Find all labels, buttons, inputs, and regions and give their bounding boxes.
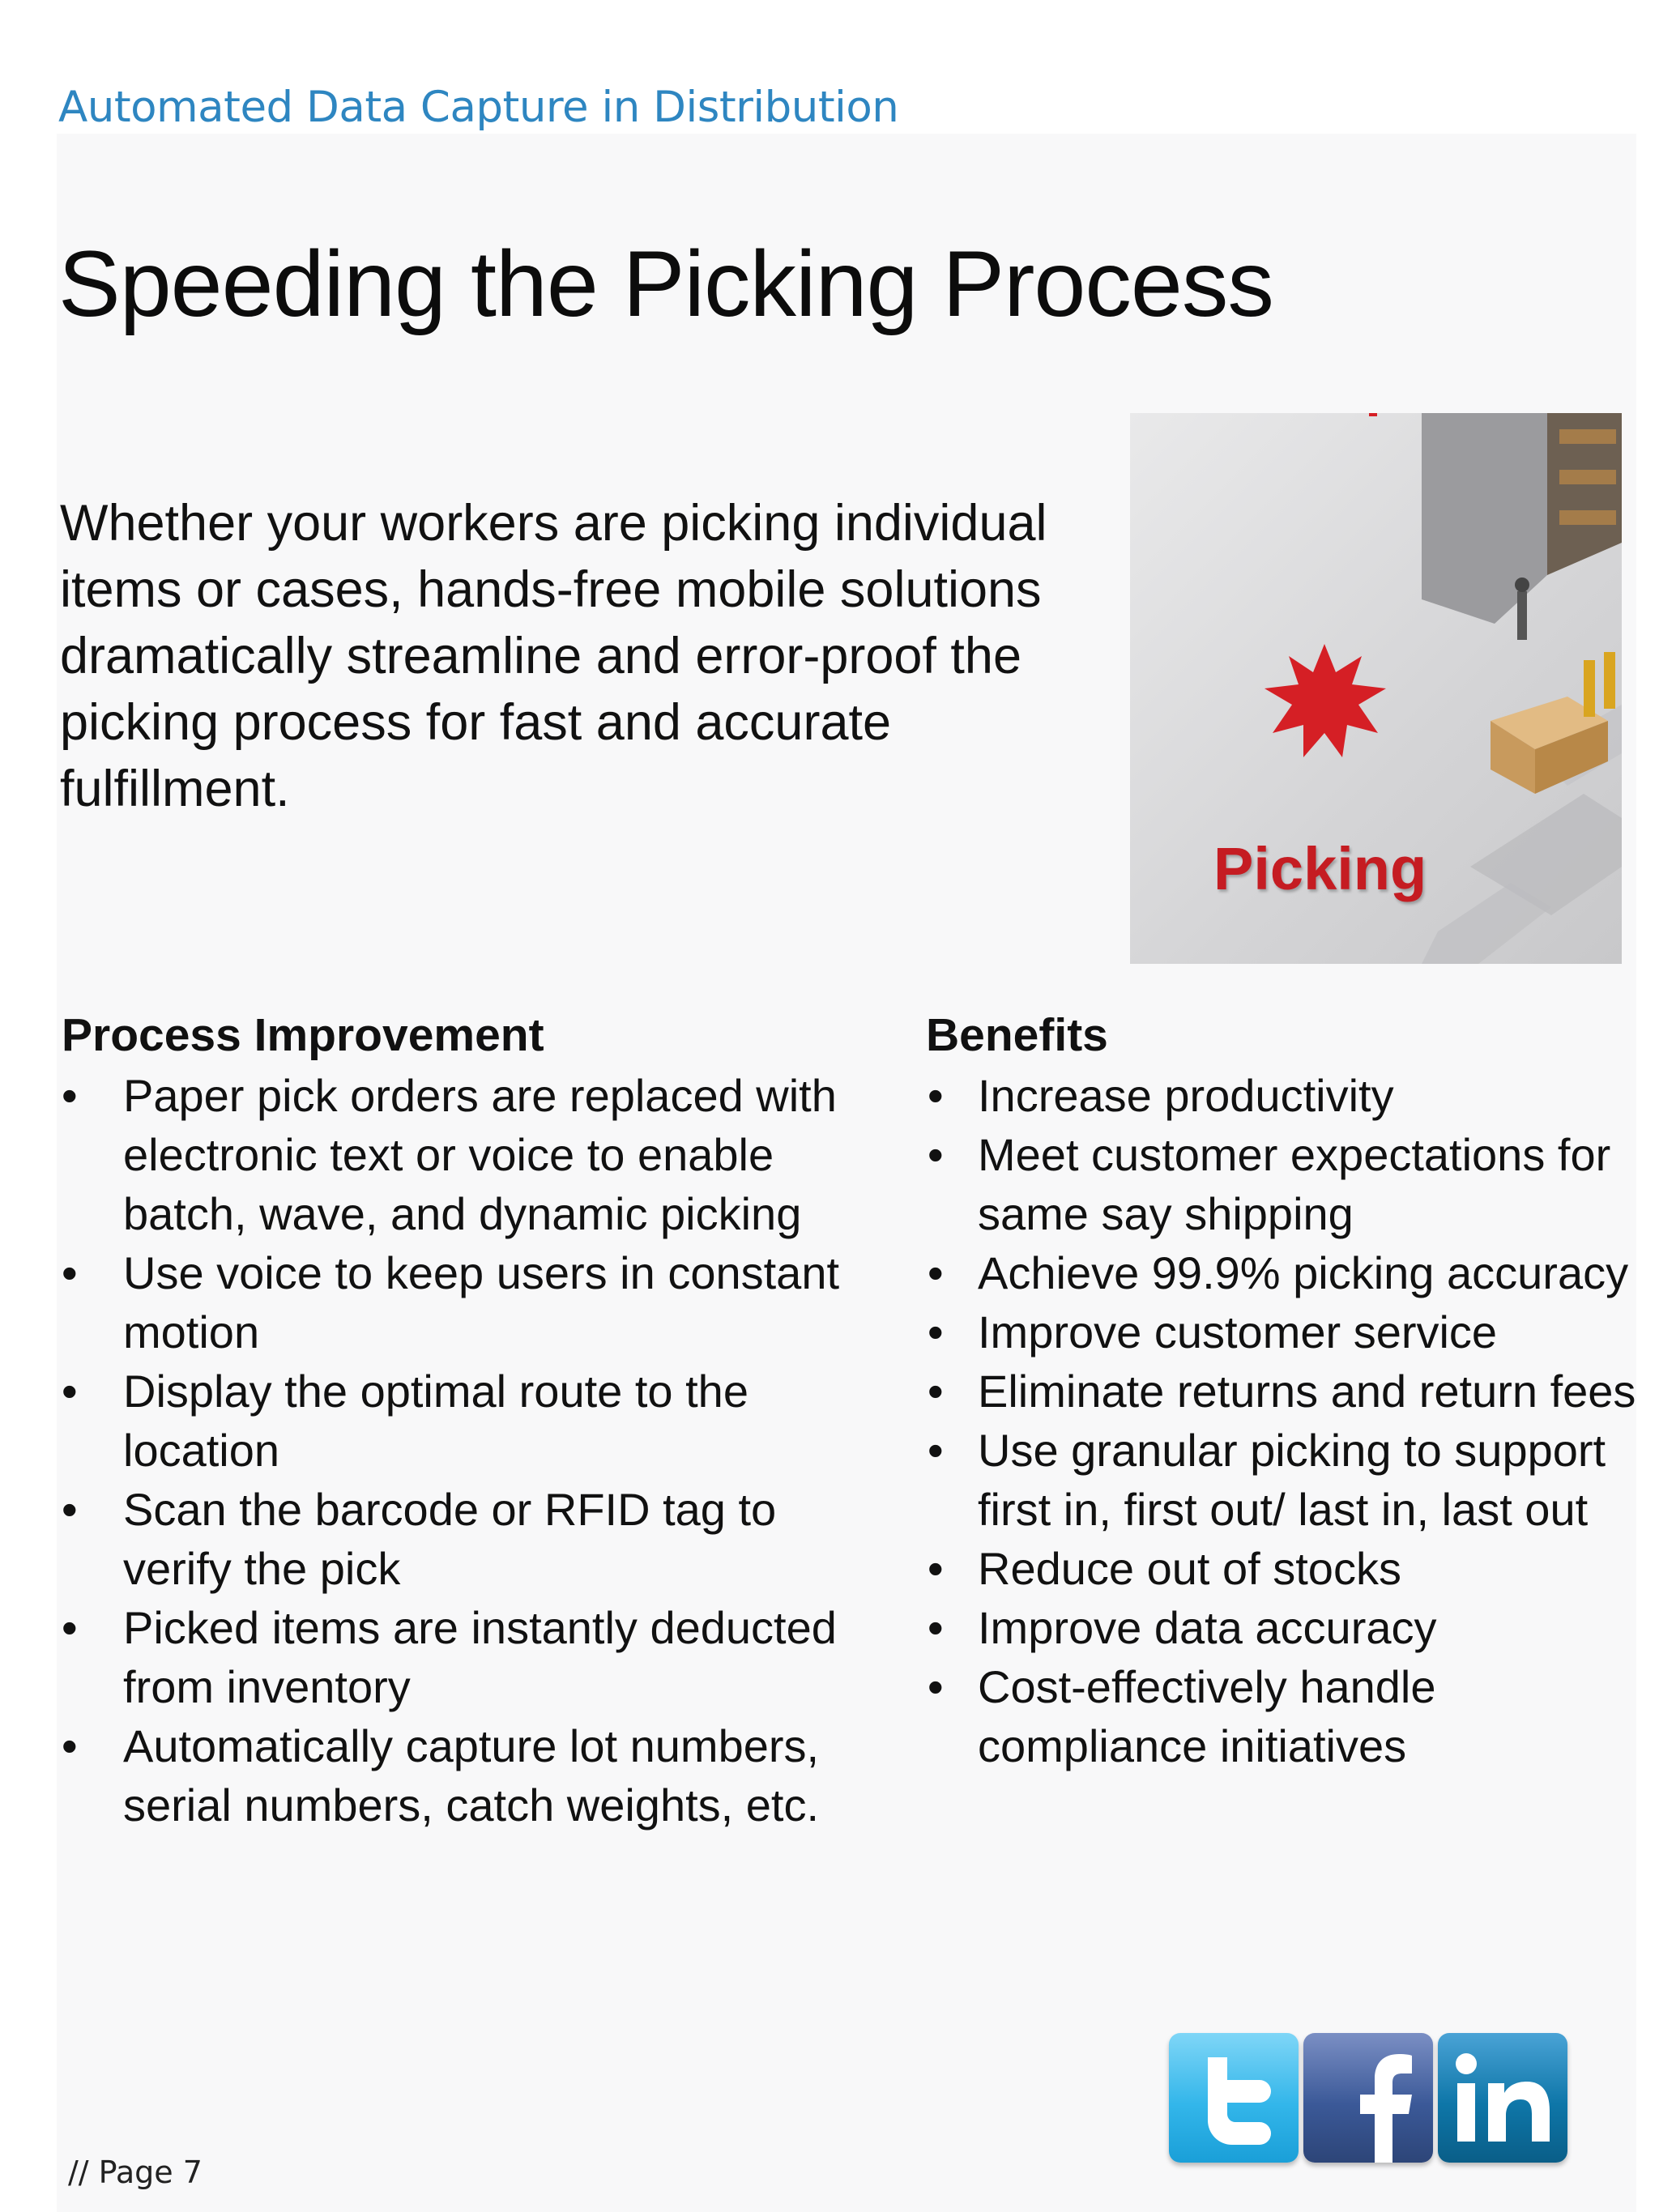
list-item: • Reduce out of stocks	[926, 1539, 1639, 1598]
process-list	[62, 1066, 872, 1835]
linkedin-icon[interactable]	[1438, 2033, 1567, 2163]
facebook-icon[interactable]	[1303, 2033, 1433, 2163]
page-title: Speeding the Picking Process	[58, 232, 1273, 336]
benefits-section	[926, 1004, 1639, 1775]
intro-paragraph: Whether your workers are picking individual items or cases, hands-free mobile solutions dramatically streamline and error-proof the picking process for fast and accurate fulfillment.	[60, 495, 1047, 817]
list-item: • Eliminate returns and return fees	[926, 1362, 1639, 1421]
benefits-heading: Benefits	[926, 1009, 1108, 1061]
benefits-list	[926, 1066, 1639, 1775]
list-item: • Increase productivity	[926, 1066, 1639, 1125]
section-header: Automated Data Capture in Distribution	[58, 83, 899, 132]
list-item: • Meet customer expectations for same say shipping	[926, 1125, 1639, 1243]
starburst-icon	[1265, 644, 1386, 757]
process-heading: Process Improvement	[62, 1009, 544, 1061]
social-links	[1169, 2033, 1567, 2163]
list-item: • Automatically capture lot numbers, serial numbers, catch weights, etc.	[62, 1716, 872, 1835]
process-improvement-section	[62, 1004, 872, 1835]
list-item: • Improve customer service	[926, 1302, 1639, 1362]
page-number: // Page 7	[68, 2154, 203, 2190]
list-item: • Scan the barcode or RFID tag to verify the pick	[62, 1480, 872, 1598]
picking-label: Picking	[1213, 835, 1427, 902]
list-item: • Use granular picking to support first in, first out/ last in, last out	[926, 1421, 1639, 1539]
list-item: • Improve data accuracy	[926, 1598, 1639, 1657]
list-item: • Cost-effectively handle compliance initiatives	[926, 1657, 1639, 1775]
list-item: • Paper pick orders are replaced with electronic text or voice to enable batch, wave, and dynamic picking	[62, 1066, 872, 1243]
list-item: • Achieve 99.9% picking accuracy	[926, 1243, 1639, 1302]
picking-illustration	[1130, 413, 1622, 964]
list-item: • Use voice to keep users in constant motion	[62, 1243, 872, 1362]
twitter-icon[interactable]	[1169, 2033, 1299, 2163]
list-item: • Picked items are instantly deducted from inventory	[62, 1598, 872, 1716]
list-item: • Display the optimal route to the location	[62, 1362, 872, 1480]
